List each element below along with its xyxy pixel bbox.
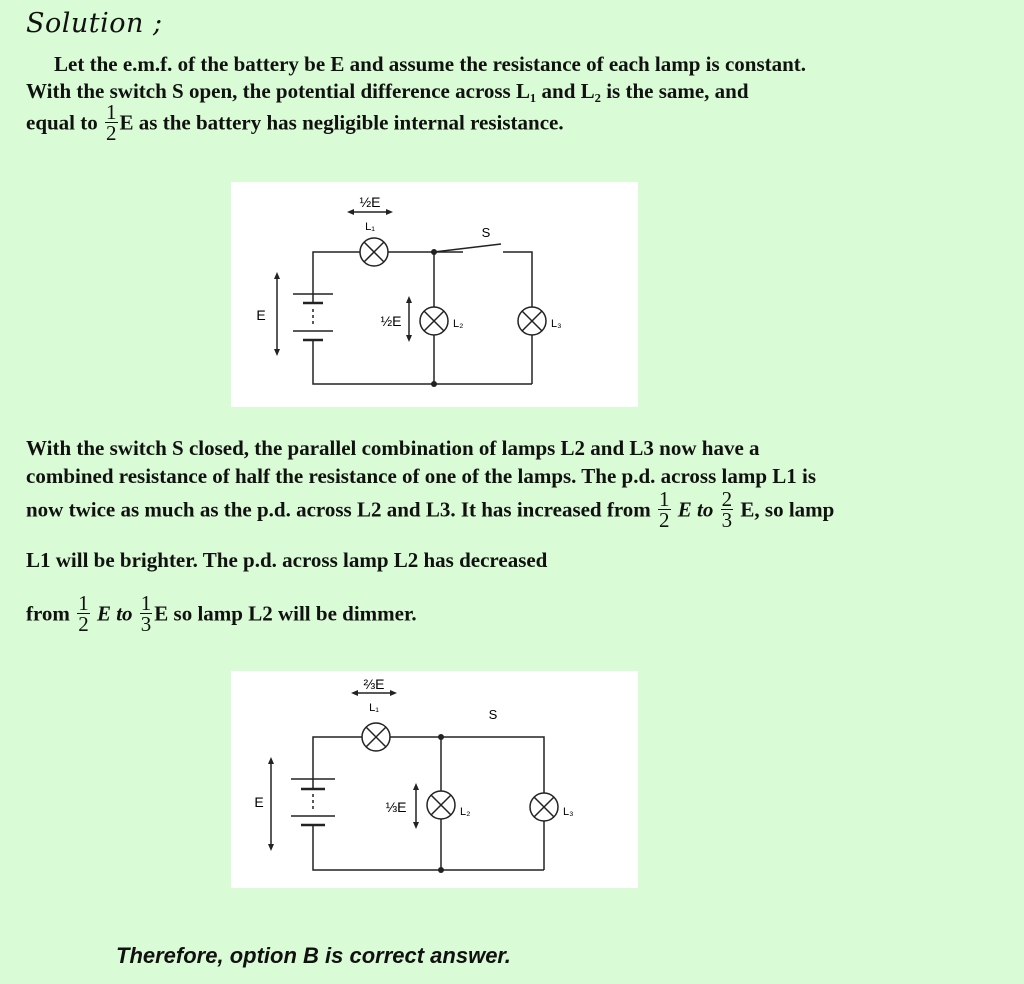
para1-line1: Let the e.m.f. of the battery be E and assume the resistance of each lamp is constant. [54,52,807,76]
l2-voltage-label: ½E [380,313,402,329]
circuit-svg-closed [231,671,638,888]
para2-line3-post: E, so lamp [735,497,835,522]
para2-line2: combined resistance of half the resistance of one of the lamps. The p.d. across lamp L1 is [26,464,817,488]
arrowhead [390,690,397,696]
l1-voltage-label: ⅔E [363,676,385,692]
fraction-numerator: 1 [106,100,117,124]
switch-open-arm [434,244,501,252]
lamp-l1 [360,238,388,266]
arrowhead [413,783,419,790]
para2-line1: With the switch S closed, the parallel combination of lamps L2 and L3 now have a [26,436,760,460]
wire [313,825,544,870]
junction-dot [431,249,437,255]
fraction-one-third [140,593,153,634]
arrowhead [268,757,274,764]
para1-line2: With the switch S open, the potential difference across L₁ and L₂ is the same, and [26,79,749,103]
lamp-l2 [427,791,455,819]
lamp-l2 [420,307,448,335]
para2-line3-pre: now twice as much as the p.d. across L2 and L3. It has increased from [26,497,657,522]
fraction-one-half [105,102,118,143]
circuit-svg-open [231,182,638,407]
wire [390,737,544,793]
fraction-one-half [658,489,671,530]
arrowhead [351,690,358,696]
fraction-denominator: 3 [140,612,152,636]
switch-label: S [488,707,498,722]
arrowhead [274,349,280,356]
wire [313,252,360,303]
fraction-numerator: 1 [78,591,89,615]
para1-line3-pre: equal to [26,110,104,135]
para2-line3 [26,487,835,532]
lamp-l3 [518,307,546,335]
l1-voltage-label: ½E [359,194,381,210]
conclusion-text: Therefore, option B is correct answer. [116,943,511,968]
fraction-numerator: 1 [659,487,670,511]
emf-label: E [256,307,266,323]
l1-label: L₁ [369,702,379,714]
fraction-numerator: 2 [721,487,733,511]
para2-line3-mid: E to [672,497,719,522]
l2-label: L₂ [453,318,464,330]
wire [313,340,532,384]
wire [313,737,362,789]
circuit-diagram-switch-closed [231,671,638,888]
lamp-l3 [530,793,558,821]
para2-line4: L1 will be brighter. The p.d. across lamp L2 has decreased [26,548,548,572]
arrowhead [274,272,280,279]
arrowhead [386,209,393,215]
solution-title: Solution ; [26,8,163,39]
fraction-denominator: 2 [78,612,89,636]
arrowhead [406,296,412,303]
circuit-diagram-switch-open [231,182,638,407]
junction-dot [431,381,437,387]
switch-label: S [481,225,491,240]
wire [503,252,532,307]
para1-line3 [26,100,564,145]
fraction-denominator: 2 [659,508,670,532]
para2-line5-pre: from [26,601,76,626]
l2-label: L₂ [460,806,471,818]
junction-dot [438,734,444,740]
lamp-l1 [362,723,390,751]
para2-line5-mid: E to [91,601,138,626]
l1-label: L₁ [365,221,375,233]
l2-voltage-label: ⅓E [385,799,407,815]
arrowhead [268,844,274,851]
fraction-denominator: 3 [721,508,733,532]
l3-label: L₃ [551,318,562,330]
para2-line5 [26,591,417,636]
para2-line5-post: E so lamp L2 will be dimmer. [154,601,417,626]
l3-label: L₃ [563,806,574,818]
arrowhead [347,209,354,215]
arrowhead [413,822,419,829]
para1-line3-post: E as the battery has negligible internal resistance. [119,110,564,135]
junction-dot [438,867,444,873]
fraction-one-half [77,593,90,634]
fraction-denominator: 2 [106,121,117,145]
arrowhead [406,335,412,342]
emf-label: E [254,794,264,810]
fraction-two-thirds [721,489,734,530]
fraction-numerator: 1 [140,591,152,615]
